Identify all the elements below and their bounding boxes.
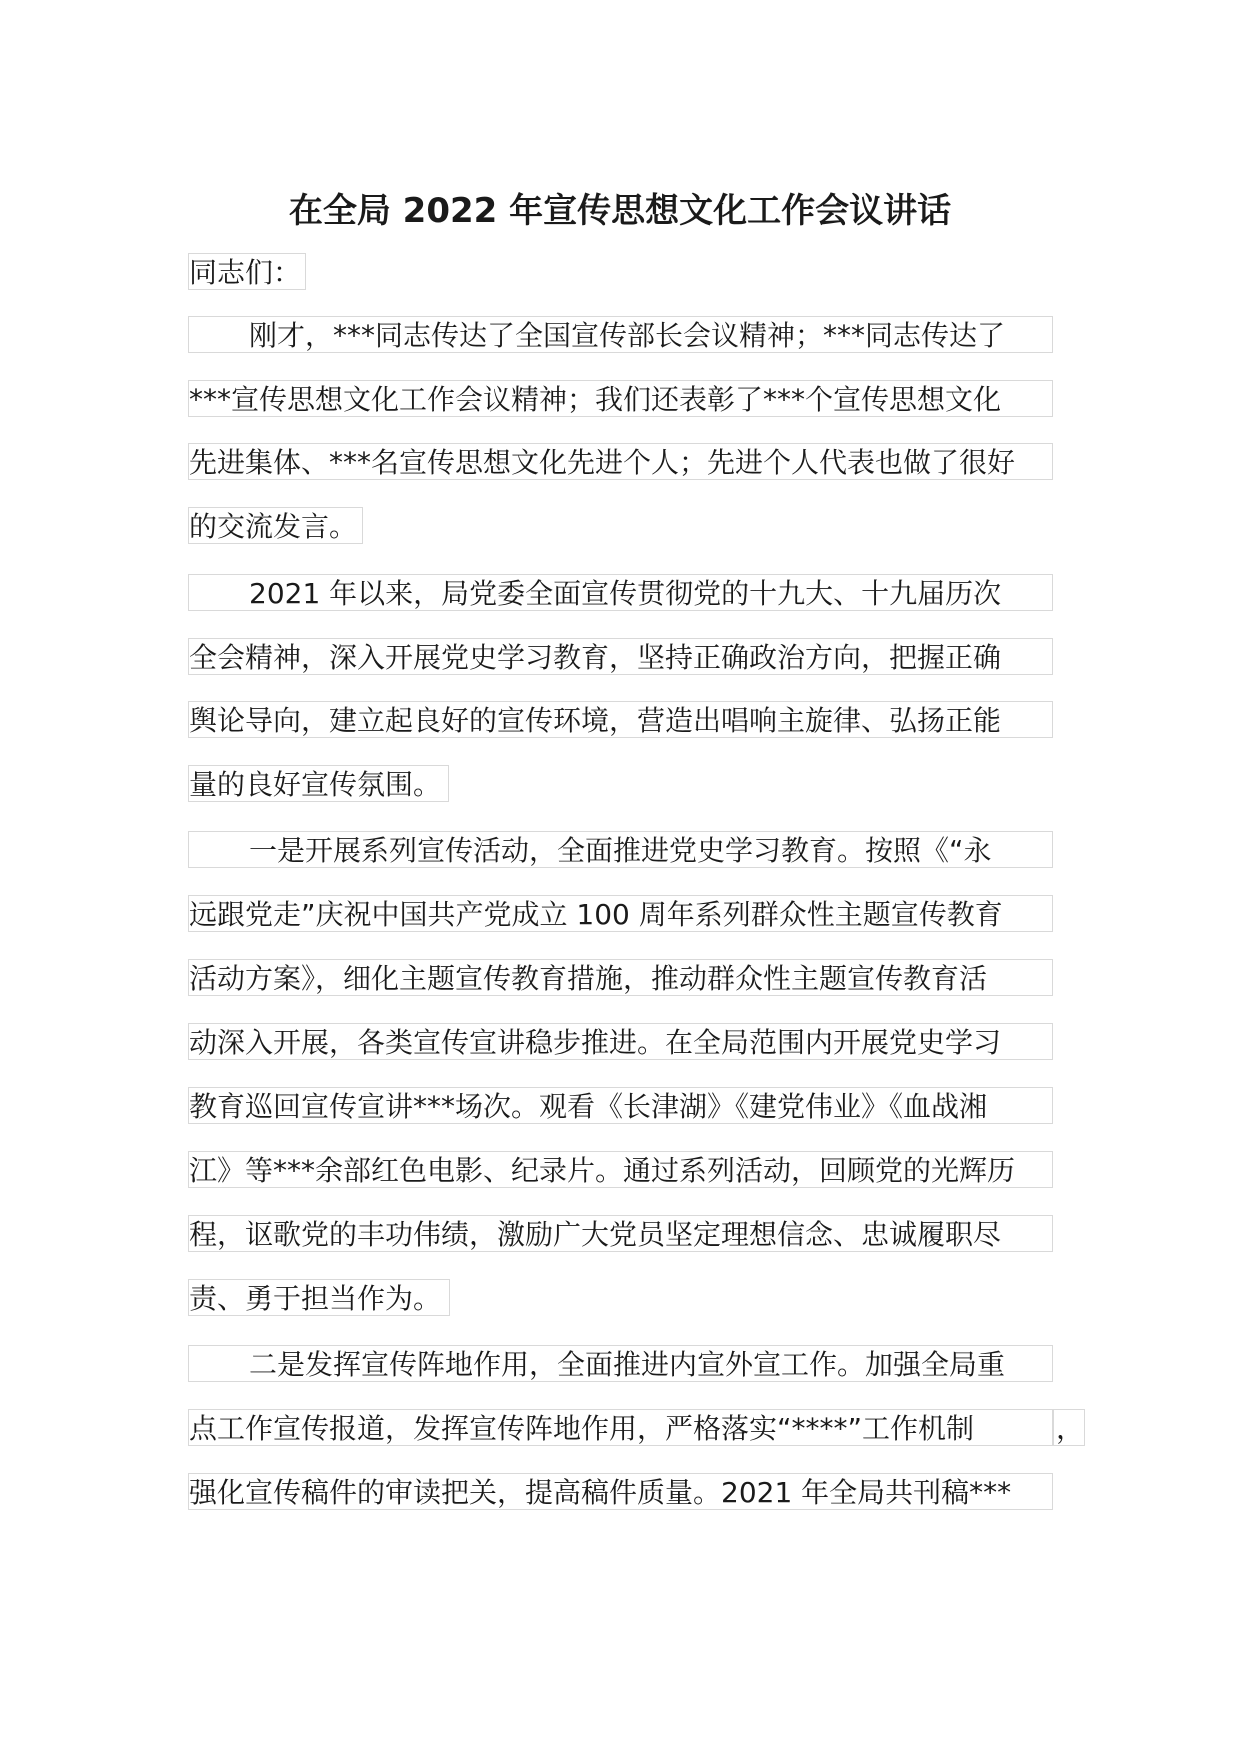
paragraph-line: 江》等***余部红色电影、纪录片。通过系列活动，回顾党的光辉历 <box>188 1151 1053 1188</box>
paragraph-line: 舆论导向，建立起良好的宣传环境，营造出唱响主旋律、弘扬正能 <box>188 701 1053 738</box>
paragraph-line: 量的良好宣传氛围。 <box>188 765 449 802</box>
paragraph-line: 强化宣传稿件的审读把关，提高稿件质量。2021 年全局共刊稿*** <box>188 1473 1053 1510</box>
paragraph-line: 责、勇于担当作为。 <box>188 1279 450 1316</box>
paragraph-line: 2021 年以来，局党委全面宣传贯彻党的十九大、十九届历次 <box>188 574 1053 611</box>
paragraph-line: 的交流发言。 <box>188 507 363 544</box>
paragraph-line: 活动方案》，细化主题宣传教育措施，推动群众性主题宣传教育活 <box>188 959 1053 996</box>
paragraph-line: 二是发挥宣传阵地作用，全面推进内宣外宣工作。加强全局重 <box>188 1345 1053 1382</box>
paragraph-line: 远跟党走”庆祝中国共产党成立 100 周年系列群众性主题宣传教育 <box>188 895 1053 932</box>
paragraph-line: 动深入开展，各类宣传宣讲稳步推进。在全局范围内开展党史学习 <box>188 1023 1053 1060</box>
paragraph-line: 一是开展系列宣传活动，全面推进党史学习教育。按照《“永 <box>188 831 1053 868</box>
paragraph-line: 点工作宣传报道，发挥宣传阵地作用，严格落实“****”工作机制 <box>188 1409 1053 1446</box>
paragraph-line: 教育巡回宣传宣讲***场次。观看《长津湖》《建党伟业》《血战湘 <box>188 1087 1053 1124</box>
paragraph-line-fragment: ， <box>1053 1409 1085 1446</box>
paragraph-line: 先进集体、***名宣传思想文化先进个人；先进个人代表也做了很好 <box>188 443 1053 480</box>
paragraph-line: 程，讴歌党的丰功伟绩，激励广大党员坚定理想信念、忠诚履职尽 <box>188 1215 1053 1252</box>
paragraph-line: 刚才，***同志传达了全国宣传部长会议精神；***同志传达了 <box>188 316 1053 353</box>
paragraph-line: ***宣传思想文化工作会议精神；我们还表彰了***个宣传思想文化 <box>188 380 1053 417</box>
paragraph-line: 全会精神，深入开展党史学习教育，坚持正确政治方向，把握正确 <box>188 638 1053 675</box>
salutation-line: 同志们： <box>188 253 306 290</box>
document-title: 在全局 2022 年宣传思想文化工作会议讲话 <box>288 191 952 231</box>
